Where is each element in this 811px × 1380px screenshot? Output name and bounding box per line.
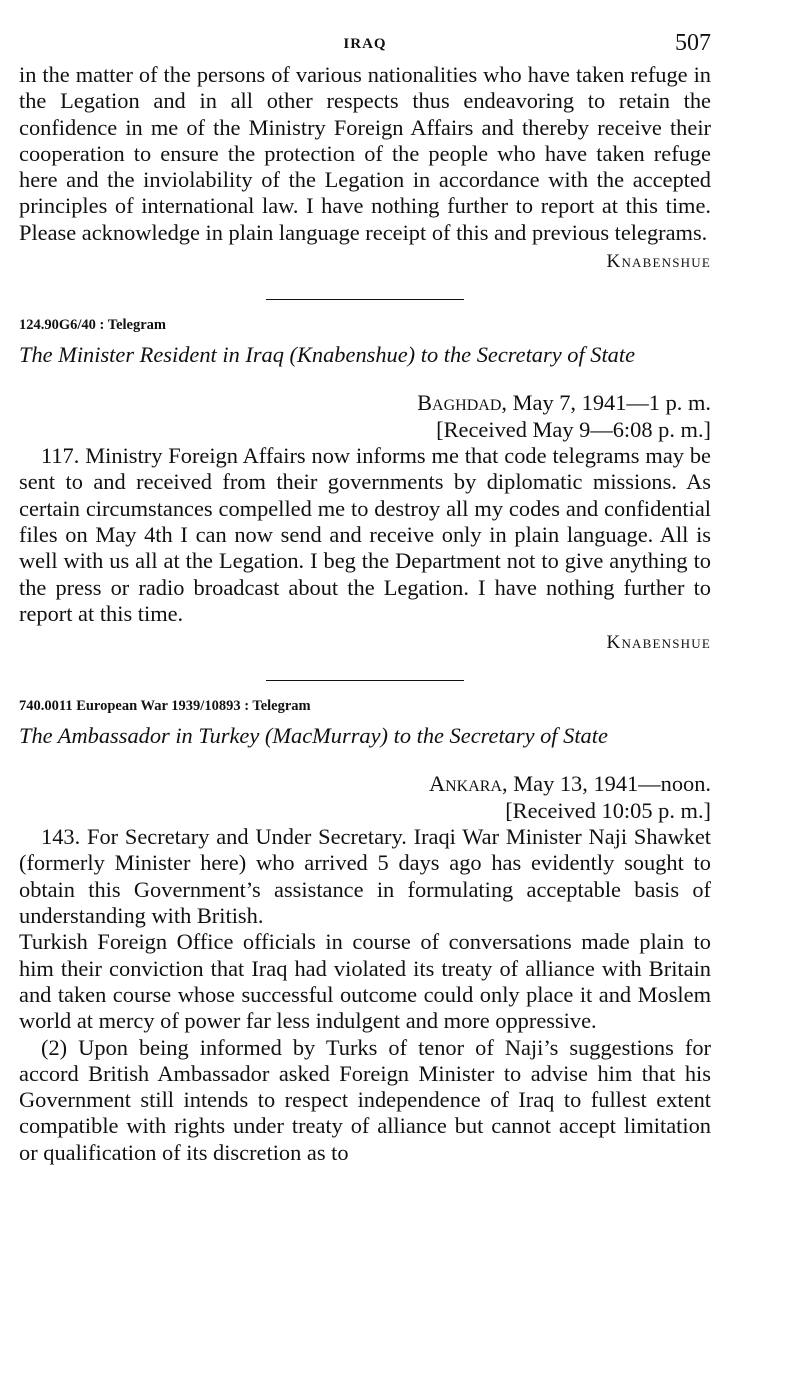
body-paragraph: (2) Upon being informed by Turks of tenor of Naji’s suggestions for accord British Ambassador asked Foreign Minister to advise him that his Government still intends to respect independence of Iraq to fullest extent compatible with rights under treaty of alliance but cannot accept limitation or qualification of its discretion as to [19,1034,711,1165]
section-divider [266,299,464,300]
dateline-date-1: May 7, 1941—1 p. m. [507,390,711,416]
dateline-date-2: May 13, 1941—noon. [507,771,711,797]
received-line-2: [Received 10:05 p. m.] [505,798,711,824]
dateline-1 [19,389,711,416]
dateline-place-2: Ankara, [428,771,508,797]
document-heading-1: The Minister Resident in Iraq (Knabenshue) to the Secretary of State [19,342,636,368]
continuation-paragraph: in the matter of the persons of various nationalities who have taken refuge in the Legation and in all other respects thus endeavoring to retain the confidence in me of the Ministry Foreign Affairs and thereby receive their cooperation to ensure the protection of the people who have taken refuge here and the inviolability of the Legation in accordance with the accepted principles of international law. I have nothing further to report at this time. Please acknowledge in plain language receipt of this and previous telegrams. [19,62,711,245]
running-header [19,0,711,62]
signature-knabenshue-2: Knabenshue [606,632,711,654]
body-paragraph: Turkish Foreign Office officials in course of conversations made plain to him their conviction that Iraq had violated its treaty of alliance with Britain and taken course whose successful outcome could only place it and Moslem world at mercy of power far less indulgent and more oppressive. [19,929,711,1034]
document-heading-2: The Ambassador in Turkey (MacMurray) to the Secretary of State [19,723,608,749]
section-divider [266,680,464,681]
dateline-place-1: Baghdad, [417,390,507,416]
file-reference-2: 740.0011 European War 1939/10893 : Telegram [19,698,311,715]
page-number: 507 [675,30,711,56]
dateline-2 [19,770,711,797]
running-title: IRAQ [343,36,387,52]
file-reference-1: 124.90G6/40 : Telegram [19,317,167,334]
received-line-1: [Received May 9—6:08 p. m.] [436,417,711,443]
body-paragraph: 117. Ministry Foreign Affairs now informs me that code telegrams may be sent to and received from their governments by diplomatic missions. As certain circumstances compelled me to destroy all my codes and confidential files on May 4th I can now send and receive only in plain language. All is well with us all at the Legation. I beg the Department not to give anything to the press or radio broadcast about the Legation. I have nothing further to report at this time. [19,443,711,626]
document-page [19,0,711,1166]
body-paragraph: 143. For Secretary and Under Secretary. Iraqi War Minister Naji Shawket (formerly Minister here) who arrived 5 days ago has evidently sought to obtain this Government’s assistance in formulating acceptable basis of understanding with British. [19,824,711,929]
signature-knabenshue-1: Knabenshue [606,251,711,273]
